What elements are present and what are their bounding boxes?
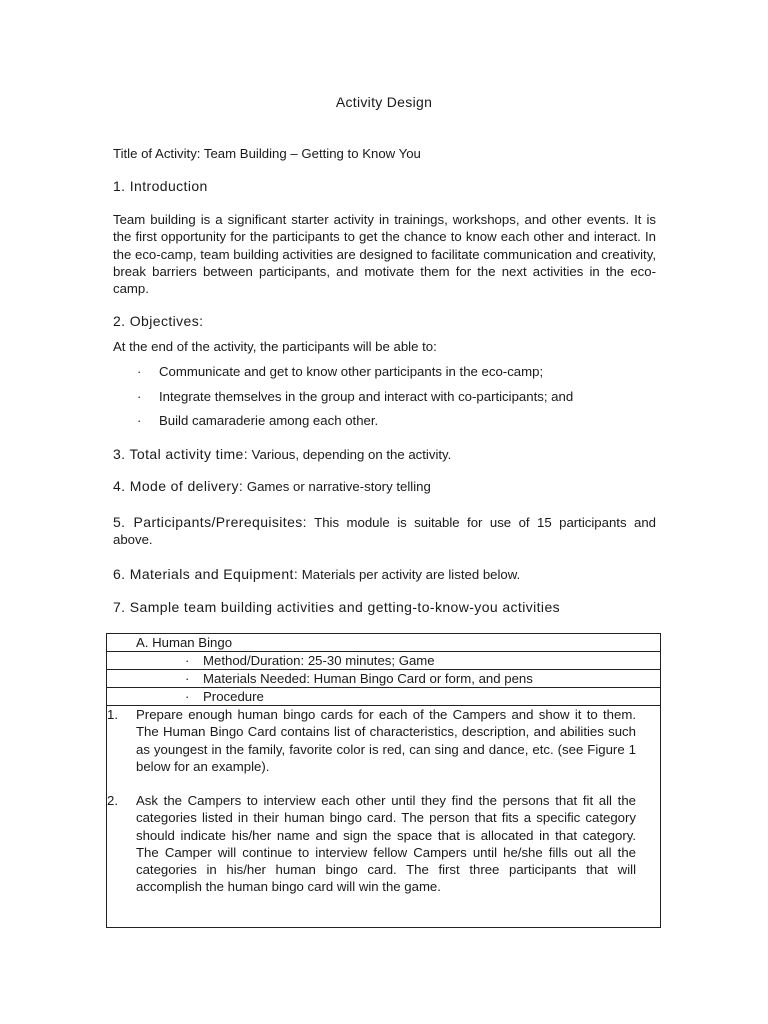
participants-label: 5. Participants/Prerequisites: xyxy=(113,514,307,530)
total-time-line xyxy=(113,446,451,462)
step-text: Prepare enough human bingo cards for each of the Campers and show it to them. The Human Bingo Card contains list of characteristics, description, and abilities such as youngest in the family, favorite color is red, can sing and dance, etc. (see Figure 1 below for an example). xyxy=(136,707,636,774)
objective-item: · Build camaraderie among each other. xyxy=(137,413,379,428)
sample-activities-heading: 7. Sample team building activities and getting-to-know-you activities xyxy=(113,599,561,615)
materials-label: 6. Materials and Equipment: xyxy=(113,566,299,582)
step-text: Ask the Campers to interview each other until they find the persons that fit all the categories listed in their human bingo card. The person that fits a specific category should indicate his/her name and sign the space that is allocated in that category. The Camper will continue to interview fellow Campers until he/she fills out all the categories in his/her human bingo card. The first three participants that will accomplish the human bingo card will win the game. xyxy=(136,793,636,895)
document-title: Activity Design xyxy=(335,94,433,110)
table-row xyxy=(107,670,660,688)
procedure-step xyxy=(107,792,636,896)
total-time-label: 3. Total activity time: xyxy=(113,446,248,462)
bullet-icon: · xyxy=(185,653,190,668)
introduction-body: Team building is a significant starter activity in trainings, workshops, and other events. It is the first opportunity for the participants to get the chance to know each other and interact. In the eco-camp, team building activities are designed to facilitate communication and creativity, break barriers between participants, and motivate them for the next activities in the eco-camp. xyxy=(113,212,656,297)
activity-name: A. Human Bingo xyxy=(136,635,233,650)
bullet-icon: · xyxy=(137,364,142,379)
introduction-heading: 1. Introduction xyxy=(113,178,208,194)
bullet-icon: · xyxy=(137,413,142,428)
table-row xyxy=(107,652,660,670)
bullet-icon: · xyxy=(185,671,190,686)
materials-needed: Materials Needed: Human Bingo Card or form, and pens xyxy=(203,671,533,686)
objectives-lead: At the end of the activity, the participants will be able to: xyxy=(113,339,437,354)
bullet-icon: · xyxy=(185,689,190,704)
objective-item: · Communicate and get to know other participants in the eco-camp; xyxy=(137,364,544,379)
bullet-icon: · xyxy=(137,389,142,404)
total-time-value: Various, depending on the activity. xyxy=(248,447,452,462)
method-duration: Method/Duration: 25-30 minutes; Game xyxy=(203,653,435,668)
objective-item: · Integrate themselves in the group and interact with co-participants; and xyxy=(137,389,574,404)
mode-label: 4. Mode of delivery: xyxy=(113,478,244,494)
activity-table xyxy=(106,633,661,928)
procedure-step xyxy=(107,706,636,775)
participants-line xyxy=(113,514,656,549)
mode-line xyxy=(113,478,431,494)
table-row xyxy=(107,688,660,706)
mode-value: Games or narrative-story telling xyxy=(243,479,431,494)
step-number: 1. xyxy=(107,707,118,722)
activity-title: Title of Activity: Team Building – Getting to Know You xyxy=(113,146,421,161)
procedure-label: Procedure xyxy=(203,689,264,704)
materials-line xyxy=(113,566,520,582)
objectives-heading: 2. Objectives: xyxy=(113,313,204,329)
participants-value: This module is suitable for use of 15 participants and above. xyxy=(113,515,656,548)
step-number: 2. xyxy=(107,793,118,808)
table-row xyxy=(107,634,660,652)
materials-value: Materials per activity are listed below. xyxy=(298,567,521,582)
